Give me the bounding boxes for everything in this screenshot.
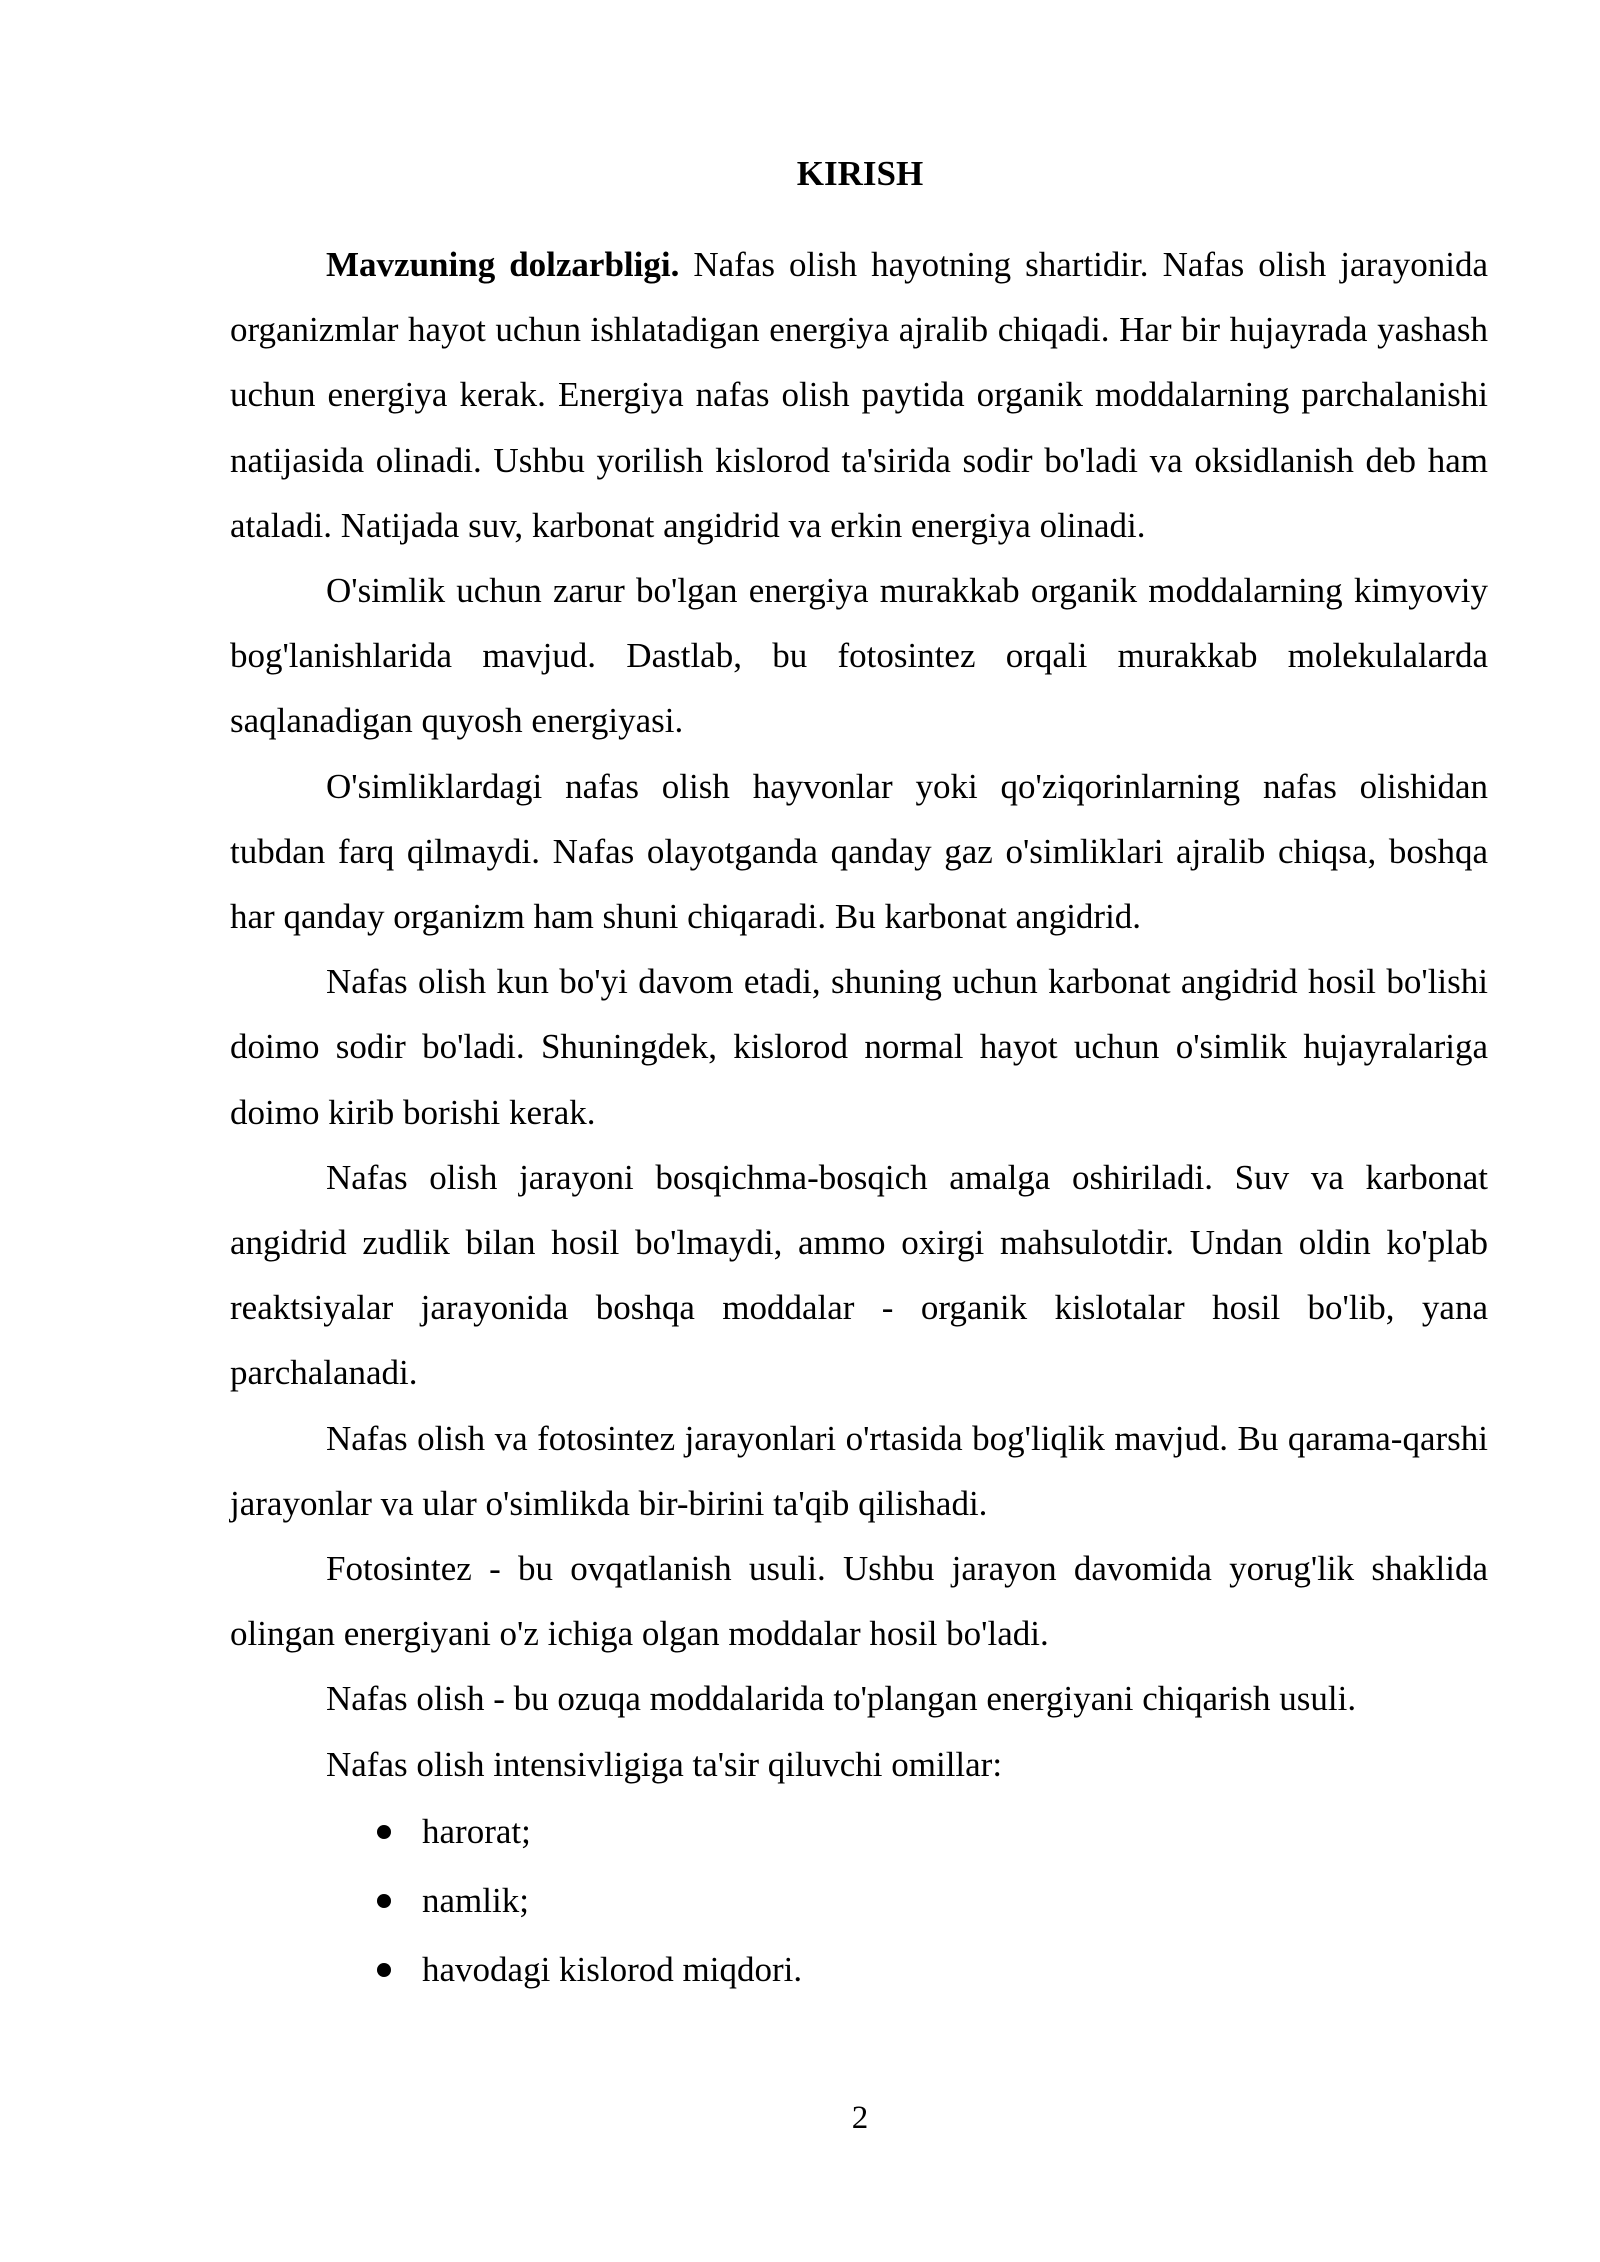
list-item (230, 1797, 1488, 1866)
page-title: KIRISH (796, 154, 924, 193)
list-item-text: havodagi kislorod miqdori. (422, 1949, 803, 1989)
paragraph: Fotosintez - bu ovqatlanish usuli. Ushbu jarayon davomida yorug'lik shaklida olingan energiyani o'z ichiga olgan moddalar hosil bo'ladi. (230, 1549, 1488, 1654)
paragraph-relevance (230, 232, 1488, 558)
list-item-text: harorat; (422, 1811, 531, 1851)
paragraph: Nafas olish va fotosintez jarayonlari o'rtasida bog'liqlik mavjud. Bu qarama-qarshi jarayonlar va ular o'simlikda bir-birini ta'qib qilishadi. (230, 1418, 1488, 1523)
document-body (230, 232, 1488, 2004)
paragraph: Nafas olish kun bo'yi davom etadi, shuning uchun karbonat angidrid hosil bo'lishi doimo sodir bo'ladi. Shuningdek, kislorod normal hayot uchun o'simlik hujayralariga doimo kirib borishi kerak. (230, 962, 1488, 1132)
list-item (230, 1866, 1488, 1935)
bullet-icon (377, 1894, 391, 1908)
paragraph: O'simliklardagi nafas olish hayvonlar yoki qo'ziqorinlarning nafas olishidan tubdan farq qilmaydi. Nafas olayotganda qanday gaz o'simliklari ajralib chiqsa, boshqa har qanday organizm ham shuni chiqaradi. Bu karbonat angidrid. (230, 766, 1488, 937)
paragraph: Nafas olish intensivligiga ta'sir qiluvchi omillar: (326, 1744, 1003, 1784)
paragraph: O'simlik uchun zarur bo'lgan energiya murakkab organik moddalarning kimyoviy bog'lanishlarida mavjud. Dastlab, bu fotosintez orqali murakkab molekulalarda saqlanadigan quyosh energiyasi. (230, 571, 1488, 741)
paragraph: Nafas olish - bu ozuqa moddalarida to'plangan energiyani chiqarish usuli. (326, 1679, 1357, 1719)
bullet-icon (377, 1963, 391, 1977)
relevance-text: Nafas olish hayotning shartidir. Nafas olish jarayonida organizmlar hayot uchun ishlatadigan energiya ajralib chiqadi. Har bir hujayrada yashash uchun energiya kerak. Energiya nafas olish paytida organik moddalarning parchalanishi natijasida olinadi. Ushbu yorilish kislorod ta'sirida sodir bo'ladi va oksidlanish deb ham ataladi. Natijada suv, karbonat angidrid va erkin energiya olinadi. (230, 245, 1488, 545)
list-item (230, 1935, 1488, 2004)
bullet-icon (377, 1825, 391, 1839)
list-item-text: namlik; (422, 1880, 529, 1920)
paragraph: Nafas olish jarayoni bosqichma-bosqich amalga oshiriladi. Suv va karbonat angidrid zudlik bilan hosil bo'lmaydi, ammo oxirgi mahsulotdir. Undan oldin ko'plab reaktsiyalar jarayonida boshqa moddalar - organik kislotalar hosil bo'lib, yana parchalanadi. (230, 1157, 1488, 1393)
factors-list (230, 1797, 1488, 2004)
page-number: 2 (851, 2100, 869, 2136)
relevance-lead-label: Mavzuning dolzarbligi. (326, 245, 680, 284)
